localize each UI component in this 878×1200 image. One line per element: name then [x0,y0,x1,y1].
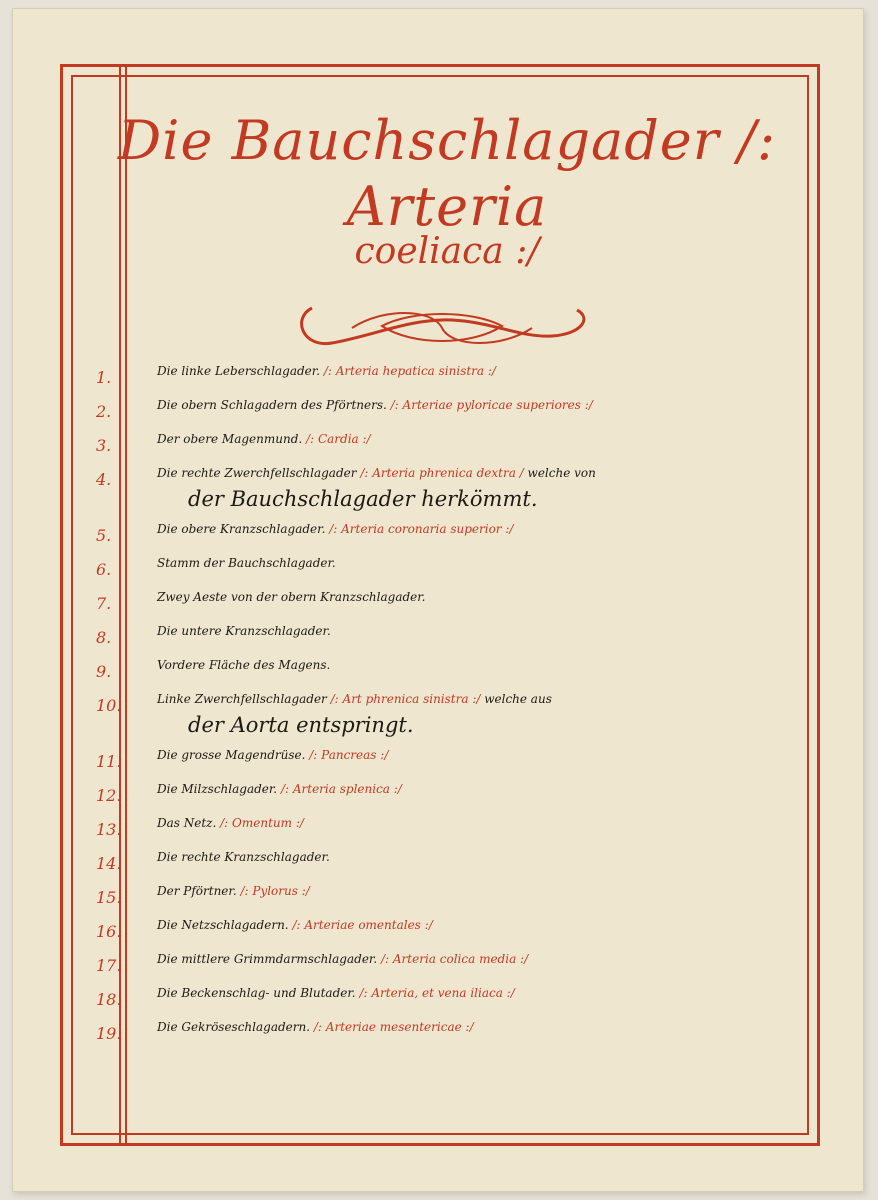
german-term: Die Beckenschlag- und Blutader. [157,986,356,1000]
legend-item [12,806,864,840]
legend-item [12,1010,864,1044]
legend-item [12,456,864,512]
item-line [157,878,817,904]
item-number: 11. [96,752,122,771]
german-term: Die Gekröseschlagadern. [157,1020,311,1034]
item-number: 18. [96,990,122,1009]
item-line [157,358,817,384]
item-number: 14. [96,854,122,873]
german-term: Die grosse Magendrüse. [157,748,306,762]
german-term: Die mittlere Grimmdarmschlagader. [157,952,378,966]
item-line [157,426,817,452]
german-term: Die Milzschlagader. [157,782,278,796]
latin-term: /: Pylorus :/ [240,884,310,898]
item-line [157,686,817,712]
item-number: 7. [96,594,112,613]
legend-item [12,908,864,942]
legend-item [12,614,864,648]
latin-term: /: Omentum :/ [220,816,304,830]
legend-item [12,546,864,580]
item-line [157,742,817,768]
legend-item [12,840,864,874]
item-number: 13. [96,820,122,839]
item-second-line: der Bauchschlagader herkömmt. [188,487,538,511]
item-number: 2. [96,402,112,421]
item-line [157,550,817,576]
german-term: Die rechte Kranzschlagader. [157,850,330,864]
item-number: 5. [96,526,112,545]
german-term: Das Netz. [157,816,217,830]
latin-term: /: Arteria splenica :/ [280,782,402,796]
item-number: 15. [96,888,122,907]
legend-item [12,874,864,908]
item-second-line: der Aorta entspringt. [188,713,414,737]
page-title: Die Bauchschlagader /: Arteria [117,109,777,238]
legend-item [12,682,864,738]
german-term: Der obere Magenmund. [157,432,303,446]
flourish-ornament-icon [292,298,592,358]
item-line [157,618,817,644]
item-number: 6. [96,560,112,579]
item-number: 9. [96,662,112,681]
german-term: Vordere Fläche des Magens. [157,658,331,672]
german-term: Die obern Schlagadern des Pförtners. [157,398,387,412]
item-number: 1. [96,368,112,387]
german-term: Die untere Kranzschlagader. [157,624,331,638]
latin-term: /: Arteria coronaria superior :/ [329,522,514,536]
legend-item [12,512,864,546]
german-term: Zwey Aeste von der obern Kranzschlagader. [157,590,426,604]
legend-item [12,422,864,456]
legend-item [12,648,864,682]
legend-item [12,772,864,806]
item-line [157,1014,817,1040]
legend-list [12,354,864,1044]
item-number: 3. [96,436,112,455]
latin-term: /: Arteria phrenica dextra / [360,466,524,480]
latin-term: /: Arteria hepatica sinistra :/ [323,364,496,378]
latin-term: /: Arteria, et vena iliaca :/ [359,986,515,1000]
german-term: Die linke Leberschlagader. [157,364,321,378]
item-number: 10. [96,696,122,715]
legend-item [12,976,864,1010]
latin-term: /: Arteriae pyloricae superiores :/ [390,398,593,412]
page-subtitle: coeliaca :/ [354,231,540,272]
german-term: Linke Zwerchfellschlagader [157,692,327,706]
item-line [157,946,817,972]
german-term: Stamm der Bauchschlagader. [157,556,336,570]
german-term: Die obere Kranzschlagader. [157,522,326,536]
item-line [157,392,817,418]
manuscript-page [12,8,864,1192]
item-line [157,980,817,1006]
item-line [157,460,817,486]
legend-item [12,580,864,614]
item-line [157,776,817,802]
item-number: 8. [96,628,112,647]
latin-term: /: Arteriae omentales :/ [292,918,433,932]
item-number: 4. [96,470,112,489]
legend-item [12,354,864,388]
item-line [157,844,817,870]
german-continuation: welche aus [484,692,552,706]
latin-term: /: Pancreas :/ [309,748,389,762]
latin-term: /: Arteria colica media :/ [380,952,529,966]
item-number: 16. [96,922,122,941]
item-line [157,516,817,542]
latin-term: /: Arteriae mesentericae :/ [313,1020,474,1034]
item-line [157,584,817,610]
item-number: 17. [96,956,122,975]
latin-term: /: Cardia :/ [306,432,371,446]
german-term: Die Netzschlagadern. [157,918,289,932]
legend-item [12,942,864,976]
item-line [157,912,817,938]
german-term: Der Pförtner. [157,884,237,898]
item-line [157,652,817,678]
german-continuation: welche von [527,466,596,480]
item-number: 12. [96,786,122,805]
item-number: 19. [96,1024,122,1043]
german-term: Die rechte Zwerchfellschlagader [157,466,357,480]
legend-item [12,738,864,772]
item-line [157,810,817,836]
latin-term: /: Art phrenica sinistra :/ [330,692,481,706]
legend-item [12,388,864,422]
